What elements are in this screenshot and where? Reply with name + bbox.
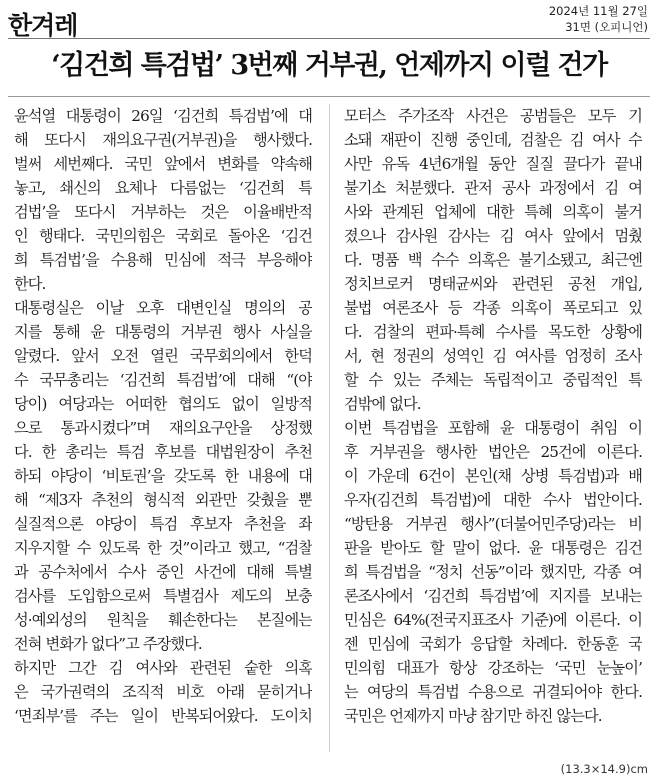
article-line: 이번 특검법을 포함해 윤 대통령이 취임 이 bbox=[344, 419, 642, 437]
article-line: 하지만 그간 김 여사와 관련된 숱한 의혹 bbox=[14, 659, 312, 677]
article-line: 희 특검법’을 수용해 민심에 적극 부응해야 bbox=[14, 251, 312, 269]
article-line: 인 행태다. 국민의힘은 국회로 돌아온 ‘김건 bbox=[14, 227, 312, 245]
article-column-left bbox=[14, 104, 312, 728]
article-line: ‘면죄부’를 주는 일이 반복되어왔다. 도이치 bbox=[14, 707, 312, 725]
page-section: 31면 (오피니언) bbox=[565, 20, 648, 34]
article-line: “방탄용 거부권 행사”(더불어민주당)라는 비 bbox=[344, 515, 642, 533]
article-line: 국민은 언제까지 마냥 참기만 하진 않는다. bbox=[344, 707, 602, 725]
article-size-note: (13.3×14.9)cm bbox=[560, 762, 648, 776]
publication-date: 2024년 11월 27일 bbox=[548, 4, 648, 18]
article-line: 한다. bbox=[14, 275, 46, 293]
editorial-headline: ‘김건희 특검법’ 3번째 거부권, 언제까지 이럴 건가 bbox=[51, 50, 607, 81]
article-line: 전혀 변화가 없다”고 주장했다. bbox=[14, 635, 202, 653]
column-divider bbox=[329, 104, 330, 752]
article-line: 과 공수처에서 수사 중인 사건에 대해 특별 bbox=[14, 563, 312, 581]
article-line: 대통령실은 이날 오후 대변인실 명의의 공 bbox=[14, 299, 312, 317]
article-column-right bbox=[344, 104, 642, 728]
article-line: 지우지할 수 있도록 한 것”이라고 했고, “검찰 bbox=[14, 539, 312, 557]
article-line: 불기소 처분했다. 관저 공사 과정에서 김 여 bbox=[344, 179, 642, 197]
article-line: 이 가운데 6건이 본인(채 상병 특검법)과 배 bbox=[344, 467, 642, 485]
article-line: 검밖에 없다. bbox=[344, 395, 421, 413]
article-line: 검법’을 또다시 거부하는 것은 이율배반적 bbox=[14, 203, 312, 221]
article-line: 놓고, 쇄신의 요체나 다름없는 ‘김건희 특 bbox=[14, 179, 312, 197]
article-line: 론조사에서 ‘김건희 특검법’에 지지를 보내는 bbox=[344, 587, 642, 605]
article-line: 모터스 주가조작 사건은 공범들은 모두 기 bbox=[344, 107, 642, 125]
article-line: 졌으나 감사원 감사는 김 여사 앞에서 멈췄 bbox=[344, 227, 642, 245]
article-line: 젠 민심에 국회가 응답할 차례다. 한동훈 국 bbox=[344, 635, 642, 653]
article-line: 해 “제3자 추천의 형식적 외관만 갖췄을 뿐 bbox=[14, 491, 312, 509]
article-line: 희 특검법을 “정치 선동”이라 했지만, 각종 여 bbox=[344, 563, 642, 581]
article-line: 후 거부권을 행사한 법안은 25건에 이른다. bbox=[344, 443, 642, 461]
article-line: 수 국무총리는 ‘김건희 특검법’에 대해 “(야 bbox=[14, 371, 312, 389]
article-line: 민심은 64%(전국지표조사 기준)에 이른다. 이 bbox=[344, 611, 642, 629]
article-line: 성·예외성의 원칙을 훼손한다는 본질에는 bbox=[14, 611, 312, 629]
article-line: 판을 받아도 할 말이 없다. 윤 대통령은 김건 bbox=[344, 539, 642, 557]
header-divider bbox=[8, 38, 650, 39]
article-line: 우자(김건희 특검법)에 대한 수사 법안이다. bbox=[344, 491, 642, 509]
publication-meta bbox=[549, 3, 648, 35]
article-line: 할 수 있는 주체는 독립적이고 중립적인 특 bbox=[344, 371, 642, 389]
article-line: 는 여당의 특검법 수용으로 귀결되어야 한다. bbox=[344, 683, 642, 701]
newspaper-logo: 한겨레 bbox=[8, 11, 78, 40]
article-line: 정치브로커 명태균씨와 관련된 공천 개입, bbox=[344, 275, 642, 293]
article-line: 당이) 여당과는 어떠한 협의도 없이 일방적 bbox=[14, 395, 312, 413]
article-line: 은 국가권력의 조직적 비호 아래 묻히거나 bbox=[14, 683, 312, 701]
article-line: 소돼 재판이 진행 중인데, 검찰은 김 여사 수 bbox=[344, 131, 642, 149]
article-line: 다. 한 총리는 특검 후보를 대법원장이 추천 bbox=[14, 443, 312, 461]
article-line: 사와 관계된 업체에 대한 특혜 의혹이 불거 bbox=[344, 203, 642, 221]
article-line: 서, 현 정권의 성역인 김 여사를 엄정히 조사 bbox=[344, 347, 642, 365]
article-line: 다. 검찰의 편파·특혜 수사를 목도한 상황에 bbox=[344, 323, 642, 341]
article-line: 해 또다시 재의요구권(거부권)을 행사했다. bbox=[14, 131, 312, 149]
article-line: 지를 통해 윤 대통령의 거부권 행사 사실을 bbox=[14, 323, 312, 341]
article-line: 벌써 세번째다. 국민 앞에서 변화를 약속해 bbox=[14, 155, 312, 173]
article-line: 불법 여론조사 등 각종 의혹이 폭로되고 있 bbox=[344, 299, 642, 317]
article-line: 다. 명품 백 수수 의혹은 불기소됐고, 최근엔 bbox=[344, 251, 642, 269]
article-line: 검사를 도입함으로써 특별검사 제도의 보충 bbox=[14, 587, 312, 605]
headline-divider bbox=[8, 96, 650, 97]
article-line: 실질적으론 야당이 특검 후보자 추천을 좌 bbox=[14, 515, 312, 533]
article-line: 민의힘 대표가 항상 강조하는 ‘국민 눈높이’ bbox=[344, 659, 642, 677]
article-line: 으로 통과시켰다”며 재의요구안을 상정했 bbox=[14, 419, 312, 437]
article-line: 사만 유독 4년6개월 동안 질질 끌다가 끝내 bbox=[344, 155, 642, 173]
article-line: 윤석열 대통령이 26일 ‘김건희 특검법’에 대 bbox=[14, 107, 312, 125]
article-line: 하되 야당이 ‘비토권’을 갖도록 한 내용에 대 bbox=[14, 467, 312, 485]
article-line: 알렸다. 앞서 오전 열린 국무회의에서 한덕 bbox=[14, 347, 312, 365]
